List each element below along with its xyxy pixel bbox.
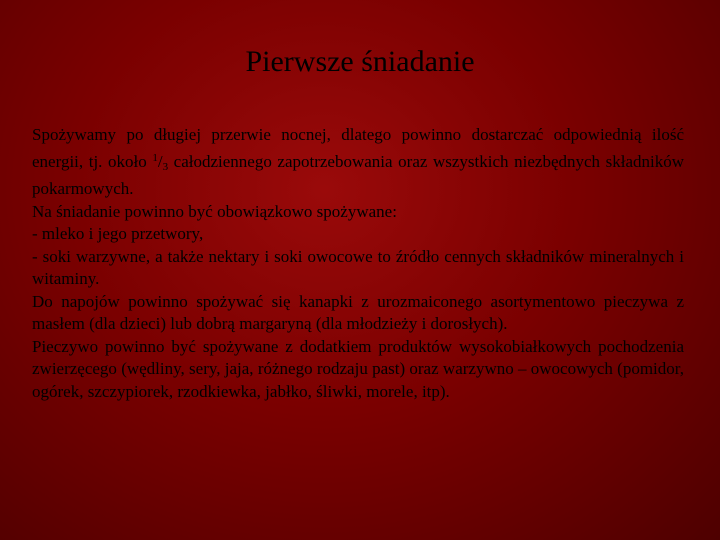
fraction-slash: / (157, 151, 163, 171)
paragraph-bread: Pieczywo powinno być spożywane z dodatkiem produktów wysokobiałkowych pochodzenia zwierzęcego (wędliny, sery, jaja, różnego rodzaju past) oraz warzywno – owocowych (pomidor, ogórek, szczypiorek, rzodkiewka, jabłko, śliwki, morele, itp). (32, 336, 684, 401)
fraction-denominator: 3 (162, 160, 169, 173)
fraction-numerator: 1 (152, 151, 158, 164)
fraction-one-third (152, 152, 168, 171)
list-item-juices: - soki warzywne, a także nektary i soki owocowe to źródło cennych składników mineralnych i witaminy. (32, 246, 684, 288)
slide-title: Pierwsze śniadanie (245, 45, 475, 78)
list-item-milk: - mleko i jego przetwory, (32, 224, 204, 243)
intro-text-end: całodziennego zapotrzebowania oraz wszystkich niezbędnych składników pokarmowych. (32, 151, 684, 198)
paragraph-breakfast-items: Na śniadanie powinno być obowiązkowo spożywane: (32, 201, 397, 221)
paragraph-drinks: Do napojów powinno spożywać się kanapki z urozmaiconego asortymentowo pieczywa z masłem (dla dzieci) lub dobrą margaryną (dla młodzieży i dorosłych). (32, 291, 684, 333)
paragraph-intro (32, 124, 684, 201)
slide-body (32, 124, 684, 403)
intro-text-start: Spożywamy po długiej przerwie nocnej, dlatego powinno dostarczać odpowiednią ilość energii, tj. około (32, 125, 684, 171)
